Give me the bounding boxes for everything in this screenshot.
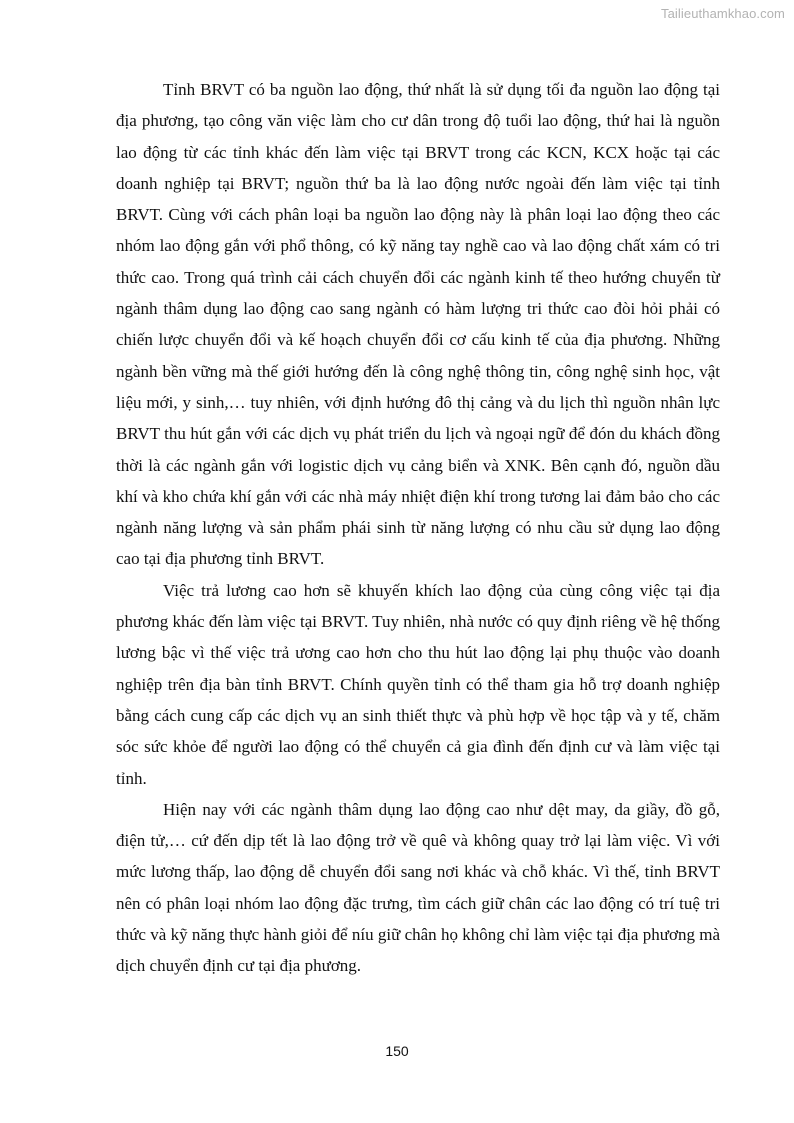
document-body — [116, 74, 720, 982]
page-number: 150 — [385, 1043, 409, 1059]
paragraph-wage-policy: Việc trả lương cao hơn sẽ khuyến khích lao động của cùng công việc tại địa phương khác đến làm việc tại BRVT. Tuy nhiên, nhà nước có quy định riêng về hệ thống lương bậc vì thế việc trả ương cao hơn cho thu hút lao động lại phụ thuộc vào doanh nghiệp trên địa bàn tỉnh BRVT. Chính quyền tỉnh có thể tham gia hỗ trợ doanh nghiệp bằng cách cung cấp các dịch vụ an sinh thiết thực và phù hợp về học tập và y tế, chăm sóc sức khỏe để người lao động có thể chuyển cả gia đình đến định cư và làm việc tại tỉnh. — [116, 580, 720, 788]
paragraph-labor-retention: Hiện nay với các ngành thâm dụng lao động cao như dệt may, da giầy, đồ gỗ, điện tử,… cứ đến dịp tết là lao động trở về quê và không quay trở lại làm việc. Vì với mức lương thấp, lao động dễ chuyển đổi sang nơi khác và chỗ khác. Vì thế, tỉnh BRVT nên có phân loại nhóm lao động đặc trưng, tìm cách giữ chân các lao động có trí tuệ tri thức và kỹ năng thực hành giỏi để níu giữ chân họ không chỉ làm việc tại địa phương mà dịch chuyển định cư tại địa phương. — [116, 799, 720, 976]
watermark-text: Tailieuthamkhao.com — [660, 6, 785, 21]
paragraph-labor-sources: Tỉnh BRVT có ba nguồn lao động, thứ nhất là sử dụng tối đa nguồn lao động tại địa phương, tạo công văn việc làm cho cư dân trong độ tuổi lao động, thứ hai là nguồn lao động từ các tỉnh khác đến làm việc tại BRVT trong các KCN, KCX hoặc tại các doanh nghiệp tại BRVT; nguồn thứ ba là lao động nước ngoài đến làm việc tại tỉnh BRVT. Cùng với cách phân loại ba nguồn lao động này là phân loại lao động theo các nhóm lao động gắn với phổ thông, có kỹ năng tay nghề cao và lao động chất xám có tri thức cao. Trong quá trình cải cách chuyển đổi các ngành kinh tế theo hướng chuyển từ ngành thâm dụng lao động cao sang ngành có hàm lượng tri thức cao đòi hỏi phải có chiến lược chuyển đổi và kế hoạch chuyển đổi cơ cấu kinh tế của địa phương. Những ngành bền vững mà thế giới hướng đến là công nghệ thông tin, công nghệ sinh học, vật liệu mới, y sinh,… tuy nhiên, với định hướng đô thị cảng và du lịch thì nguồn nhân lực BRVT thu hút gắn với các dịch vụ phát triển du lịch và ngoại ngữ để đón du khách đồng thời là các ngành gắn với logistic dịch vụ cảng biển và XNK. Bên cạnh đó, nguồn dầu khí và kho chứa khí gắn với các nhà máy nhiệt điện khí trong tương lai đảm bảo cho các ngành năng lượng và sản phẩm phái sinh từ năng lượng có nhu cầu sử dụng lao động cao tại địa phương tỉnh BRVT. — [116, 80, 720, 569]
